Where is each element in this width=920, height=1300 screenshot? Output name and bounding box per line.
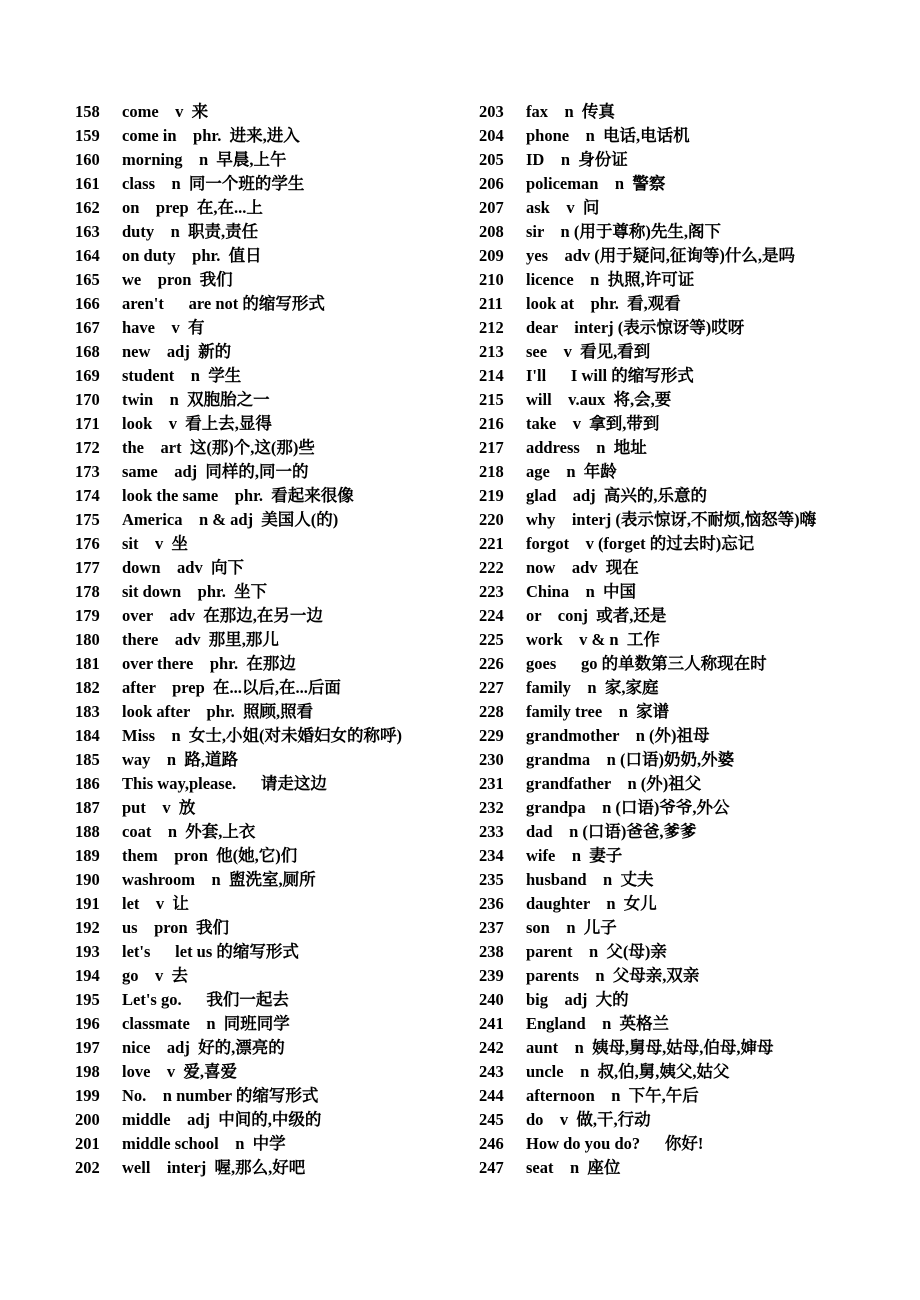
entry-number: 185 [75,750,100,769]
entry-number: 241 [479,1014,504,1033]
entry-text: love v 爱,喜爱 [122,1062,238,1081]
entry-text: fax n 传真 [526,102,615,121]
entry-text: there adv 那里,那儿 [122,630,279,649]
entry-number: 203 [479,102,504,121]
entry-number: 233 [479,822,504,841]
entry-text: let v 让 [122,894,189,913]
entry-number: 216 [479,414,504,433]
entry-number: 178 [75,582,100,601]
entry-text: after prep 在...以后,在...后面 [122,678,341,697]
vocab-entry [479,292,919,316]
entry-text: wife n 妻子 [526,846,623,865]
vocab-entry [75,484,475,508]
vocab-entry [75,748,475,772]
entry-text: grandmother n (外)祖母 [526,726,710,745]
entry-number: 237 [479,918,504,937]
entry-text: daughter n 女儿 [526,894,657,913]
entry-text: student n 学生 [122,366,242,385]
vocab-entry [479,460,919,484]
entry-text: twin n 双胞胎之一 [122,390,270,409]
vocab-entry [479,724,919,748]
vocab-entry [479,196,919,220]
vocab-entry [75,700,475,724]
entry-number: 167 [75,318,100,337]
entry-number: 215 [479,390,504,409]
entry-number: 244 [479,1086,504,1105]
vocab-entry [75,220,475,244]
entry-text: policeman n 警察 [526,174,666,193]
entry-number: 190 [75,870,100,889]
entry-text: afternoon n 下午,午后 [526,1086,699,1105]
vocab-entry [75,340,475,364]
entry-text: yes adv (用于疑问,征询等)什么,是吗 [526,246,796,265]
entry-number: 211 [479,294,503,313]
entry-text: glad adj 高兴的,乐意的 [526,486,708,505]
vocab-entry [479,1084,919,1108]
entry-number: 184 [75,726,100,745]
entry-text: way n 路,道路 [122,750,238,769]
vocab-entry [75,820,475,844]
entry-number: 165 [75,270,100,289]
entry-text: coat n 外套,上衣 [122,822,256,841]
entry-number: 183 [75,702,100,721]
entry-text: son n 儿子 [526,918,617,937]
entry-number: 214 [479,366,504,385]
entry-text: aren't are not 的缩写形式 [122,294,325,313]
vocab-entry [479,628,919,652]
entry-number: 228 [479,702,504,721]
vocab-entry [479,580,919,604]
vocab-entry [479,148,919,172]
vocab-entry [479,940,919,964]
vocab-entry [75,148,475,172]
entry-number: 239 [479,966,504,985]
entry-text: parent n 父(母)亲 [526,942,667,961]
vocab-entry [479,1132,919,1156]
entry-text: over there phr. 在那边 [122,654,296,673]
vocab-entry [75,460,475,484]
entry-text: on duty phr. 值日 [122,246,262,265]
entry-number: 199 [75,1086,100,1105]
entry-text: family n 家,家庭 [526,678,659,697]
entry-text: big adj 大的 [526,990,629,1009]
vocab-entry [75,196,475,220]
entry-number: 187 [75,798,100,817]
entry-text: How do you do? 你好! [526,1134,704,1153]
entry-text: look v 看上去,显得 [122,414,272,433]
entry-number: 240 [479,990,504,1009]
vocab-entry [75,868,475,892]
entry-number: 226 [479,654,504,673]
vocab-entry [479,772,919,796]
vocab-entry [479,340,919,364]
vocab-entry [479,988,919,1012]
entry-text: England n 英格兰 [526,1014,670,1033]
entry-text: washroom n 盥洗室,厕所 [122,870,316,889]
entry-text: middle adj 中间的,中级的 [122,1110,322,1129]
entry-text: classmate n 同班同学 [122,1014,290,1033]
entry-number: 176 [75,534,100,553]
entry-text: morning n 早晨,上午 [122,150,287,169]
entry-text: do v 做,干,行动 [526,1110,651,1129]
vocab-entry [75,292,475,316]
vocab-entry [75,388,475,412]
entry-number: 232 [479,798,504,817]
vocab-entry [479,700,919,724]
entry-number: 208 [479,222,504,241]
entry-number: 186 [75,774,100,793]
entry-number: 197 [75,1038,100,1057]
entry-number: 180 [75,630,100,649]
entry-text: grandma n (口语)奶奶,外婆 [526,750,735,769]
entry-number: 217 [479,438,504,457]
vocab-entry [75,1156,475,1180]
vocab-entry [75,1012,475,1036]
vocab-entry [75,244,475,268]
vocab-entry [479,1156,919,1180]
entry-number: 171 [75,414,100,433]
vocab-entry [75,652,475,676]
entry-number: 194 [75,966,100,985]
entry-number: 220 [479,510,504,529]
entry-number: 243 [479,1062,504,1081]
entry-text: well interj 喔,那么,好吧 [122,1158,306,1177]
entry-text: look at phr. 看,观看 [526,294,681,313]
entry-number: 161 [75,174,100,193]
entry-number: 179 [75,606,100,625]
entry-text: sit down phr. 坐下 [122,582,268,601]
entry-text: I'll I will 的缩写形式 [526,366,694,385]
entry-text: age n 年龄 [526,462,617,481]
vocab-entry [479,364,919,388]
entry-number: 230 [479,750,504,769]
entry-text: ID n 身份证 [526,150,628,169]
entry-number: 177 [75,558,100,577]
entry-text: family tree n 家谱 [526,702,670,721]
entry-text: take v 拿到,带到 [526,414,660,433]
entry-text: parents n 父母亲,双亲 [526,966,700,985]
entry-text: see v 看见,看到 [526,342,651,361]
vocab-entry [75,940,475,964]
vocab-entry [75,172,475,196]
entry-text: forgot v (forget 的过去时)忘记 [526,534,755,553]
vocab-entry [75,892,475,916]
entry-text: work v & n 工作 [526,630,660,649]
vocab-entry [75,436,475,460]
entry-number: 173 [75,462,100,481]
entry-text: dad n (口语)爸爸,爹爹 [526,822,697,841]
vocab-entry [75,316,475,340]
vocab-entry [479,1012,919,1036]
entry-text: them pron 他(她,它)们 [122,846,298,865]
entry-text: put v 放 [122,798,196,817]
vocab-entry [75,772,475,796]
vocab-entry [75,1132,475,1156]
entry-text: middle school n 中学 [122,1134,286,1153]
entry-text: over adv 在那边,在另一边 [122,606,323,625]
vocab-entry [479,1108,919,1132]
vocab-entry [479,868,919,892]
entry-number: 234 [479,846,504,865]
entry-number: 238 [479,942,504,961]
vocab-entry [75,532,475,556]
vocab-entry [479,604,919,628]
entry-number: 192 [75,918,100,937]
entry-number: 231 [479,774,504,793]
vocab-entry [479,892,919,916]
vocab-entry [479,532,919,556]
entry-number: 202 [75,1158,100,1177]
entry-text: grandpa n (口语)爷爷,外公 [526,798,730,817]
entry-text: ask v 问 [526,198,600,217]
entry-text: down adv 向下 [122,558,244,577]
entry-number: 229 [479,726,504,745]
entry-number: 182 [75,678,100,697]
vocab-entry [75,268,475,292]
entry-number: 164 [75,246,100,265]
entry-number: 175 [75,510,100,529]
entry-number: 221 [479,534,504,553]
entry-text: class n 同一个班的学生 [122,174,305,193]
vocab-entry [75,676,475,700]
vocab-entry [479,844,919,868]
entry-number: 196 [75,1014,100,1033]
entry-number: 191 [75,894,100,913]
vocab-entry [479,124,919,148]
entry-number: 189 [75,846,100,865]
entry-number: 212 [479,318,504,337]
entry-text: come in phr. 进来,进入 [122,126,300,145]
vocab-entry [479,964,919,988]
entry-text: come v 来 [122,102,209,121]
entry-number: 172 [75,438,100,457]
vocab-entry [75,964,475,988]
entry-number: 209 [479,246,504,265]
entry-text: Miss n 女士,小姐(对未婚妇女的称呼) [122,726,403,745]
entry-number: 200 [75,1110,100,1129]
entry-text: new adj 新的 [122,342,232,361]
entry-number: 222 [479,558,504,577]
vocab-entry [75,124,475,148]
entry-number: 193 [75,942,100,961]
vocab-entry [75,628,475,652]
entry-text: have v 有 [122,318,205,337]
vocab-entry [75,556,475,580]
vocab-entry [479,748,919,772]
entry-number: 160 [75,150,100,169]
vocab-entry [479,268,919,292]
vocabulary-column-left [75,100,475,1180]
entry-text: No. n number 的缩写形式 [122,1086,319,1105]
entry-text: sit v 坐 [122,534,188,553]
vocab-entry [479,916,919,940]
vocab-entry [479,676,919,700]
entry-number: 210 [479,270,504,289]
vocab-entry [479,100,919,124]
vocab-entry [75,1084,475,1108]
vocab-entry [75,1036,475,1060]
entry-number: 213 [479,342,504,361]
entry-text: grandfather n (外)祖父 [526,774,702,793]
entry-text: nice adj 好的,漂亮的 [122,1038,285,1057]
entry-text: goes go 的单数第三人称现在时 [526,654,767,673]
vocab-entry [479,220,919,244]
vocab-entry [75,100,475,124]
entry-text: now adv 现在 [526,558,639,577]
vocab-entry [75,1060,475,1084]
entry-text: duty n 职责,责任 [122,222,259,241]
entry-text: will v.aux 将,会,要 [526,390,672,409]
entry-text: why interj (表示惊讶,不耐烦,恼怒等)嗨 [526,510,817,529]
entry-number: 201 [75,1134,100,1153]
entry-text: America n & adj 美国人(的) [122,510,339,529]
vocab-entry [479,316,919,340]
entry-number: 247 [479,1158,504,1177]
entry-number: 224 [479,606,504,625]
entry-number: 174 [75,486,100,505]
vocab-entry [75,508,475,532]
vocab-entry [479,820,919,844]
vocab-entry [479,172,919,196]
entry-text: Let's go. 我们一起去 [122,990,289,1009]
entry-text: dear interj (表示惊讶等)哎呀 [526,318,745,337]
entry-number: 218 [479,462,504,481]
entry-number: 195 [75,990,100,1009]
vocab-entry [479,1036,919,1060]
vocab-entry [479,436,919,460]
entry-text: This way,please. 请走这边 [122,774,327,793]
vocab-entry [479,508,919,532]
entry-text: the art 这(那)个,这(那)些 [122,438,315,457]
entry-text: we pron 我们 [122,270,233,289]
vocab-entry [75,604,475,628]
entry-number: 168 [75,342,100,361]
entry-text: licence n 执照,许可证 [526,270,695,289]
entry-text: seat n 座位 [526,1158,621,1177]
vocab-entry [479,556,919,580]
entry-text: go v 去 [122,966,188,985]
vocab-entry [75,988,475,1012]
entry-text: let's let us 的缩写形式 [122,942,299,961]
entry-text: uncle n 叔,伯,舅,姨父,姑父 [526,1062,730,1081]
vocab-entry [75,412,475,436]
vocab-entry [75,1108,475,1132]
entry-number: 166 [75,294,100,313]
entry-text: aunt n 姨母,舅母,姑母,伯母,婶母 [526,1038,774,1057]
vocab-entry [479,652,919,676]
entry-number: 198 [75,1062,100,1081]
entry-number: 207 [479,198,504,217]
entry-number: 235 [479,870,504,889]
entry-number: 227 [479,678,504,697]
vocab-entry [75,916,475,940]
entry-text: us pron 我们 [122,918,229,937]
entry-number: 223 [479,582,504,601]
vocab-entry [75,844,475,868]
entry-number: 204 [479,126,504,145]
entry-text: or conj 或者,还是 [526,606,667,625]
entry-number: 219 [479,486,504,505]
vocab-entry [479,244,919,268]
vocab-entry [75,724,475,748]
vocab-entry [479,1060,919,1084]
entry-number: 205 [479,150,504,169]
entry-text: look after phr. 照顾,照看 [122,702,314,721]
entry-number: 162 [75,198,100,217]
vocab-entry [479,412,919,436]
entry-number: 181 [75,654,100,673]
entry-number: 158 [75,102,100,121]
entry-number: 245 [479,1110,504,1129]
vocabulary-column-right [479,100,919,1180]
entry-number: 206 [479,174,504,193]
entry-text: husband n 丈夫 [526,870,654,889]
entry-number: 225 [479,630,504,649]
entry-text: sir n (用于尊称)先生,阁下 [526,222,721,241]
entry-number: 246 [479,1134,504,1153]
vocab-entry [479,796,919,820]
entry-text: address n 地址 [526,438,647,457]
entry-number: 188 [75,822,100,841]
vocab-entry [75,580,475,604]
vocab-entry [75,796,475,820]
entry-number: 169 [75,366,100,385]
entry-text: look the same phr. 看起来很像 [122,486,354,505]
entry-number: 236 [479,894,504,913]
entry-number: 170 [75,390,100,409]
entry-number: 159 [75,126,100,145]
vocab-entry [75,364,475,388]
vocab-entry [479,484,919,508]
entry-text: same adj 同样的,同一的 [122,462,309,481]
entry-text: on prep 在,在...上 [122,198,263,217]
entry-text: China n 中国 [526,582,637,601]
vocab-entry [479,388,919,412]
entry-number: 242 [479,1038,504,1057]
entry-number: 163 [75,222,100,241]
entry-text: phone n 电话,电话机 [526,126,690,145]
